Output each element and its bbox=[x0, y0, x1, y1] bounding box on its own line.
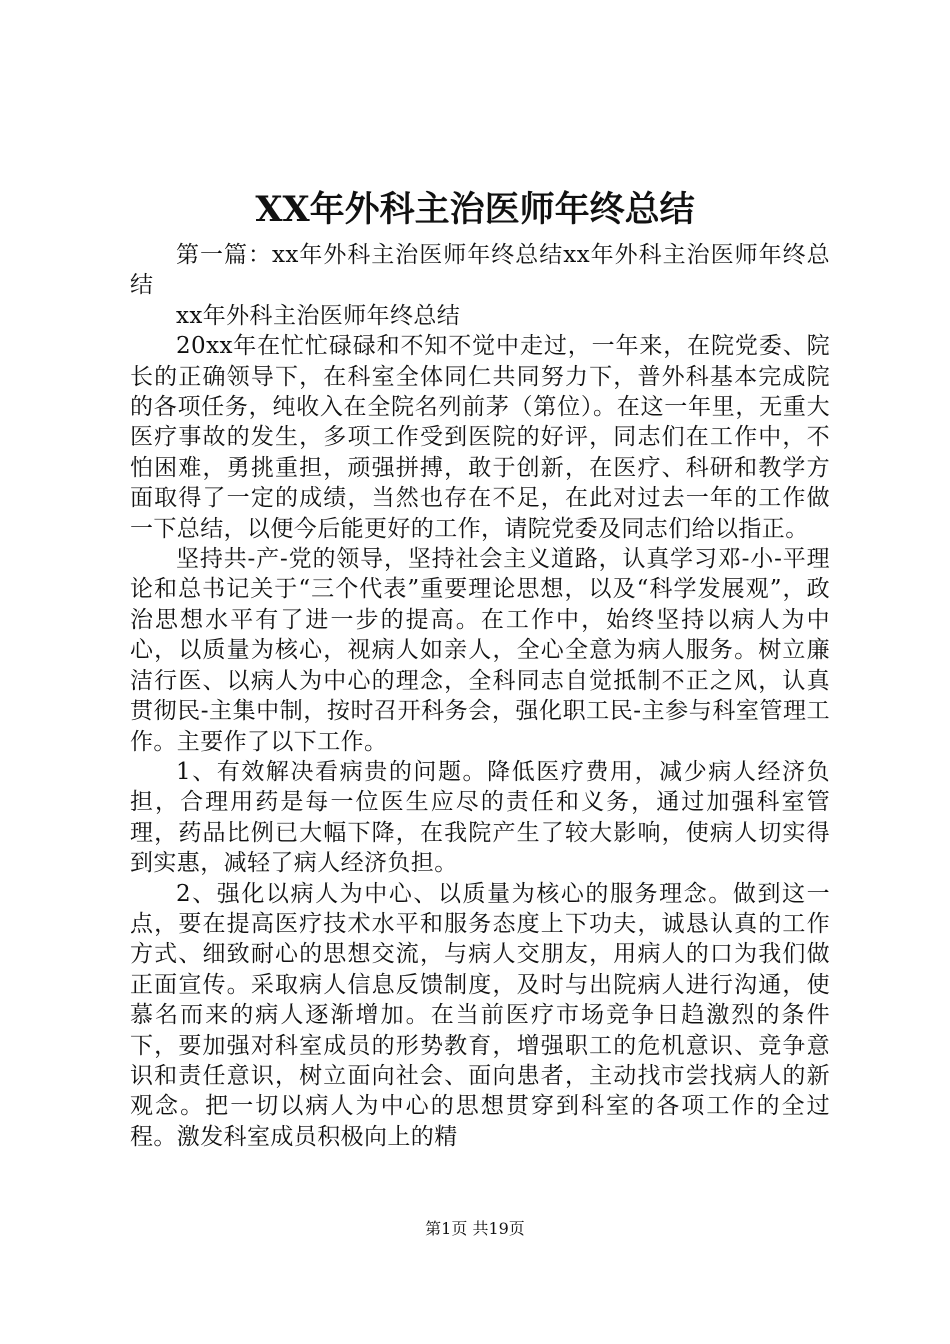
paragraph-item-1: 1、有效解决看病贵的问题。降低医疗费用，减少病人经济负担，合理用药是每一位医生应尽的责任和义务，通过加强科室管理，药品比例已大幅下降，在我院产生了较大影响，使病人切实得到实惠，减轻了病人经济负担。 bbox=[130, 758, 830, 877]
paragraph-principles: 坚持共-产-党的领导，坚持社会主义道路，认真学习邓-小-平理论和总书记关于“三个代表”重要理论思想，以及“科学发展观”，政治思想水平有了进一步的提高。在工作中，始终坚持以病人为中心，以质量为核心，视病人如亲人，全心全意为病人服务。树立廉洁行医、以病人为中心的理念，全科同志自觉抵制不正之风，认真贯彻民-主集中制，按时召开科务会，强化职工民-主参与科室管理工作。主要作了以下工作。 bbox=[130, 546, 830, 755]
paragraph-heading-1: 第一篇：xx年外科主治医师年终总结xx年外科主治医师年终总结 bbox=[130, 242, 830, 299]
paragraph-subtitle: xx年外科主治医师年终总结 bbox=[176, 302, 461, 329]
page-number-footer: 第1页 共19页 bbox=[425, 1219, 525, 1238]
paragraph-intro: 20xx年在忙忙碌碌和不知不觉中走过，一年来，在院党委、院长的正确领导下，在科室全体同仁共同努力下，普外科基本完成院的各项任务，纯收入在全院名列前茅（第位）。在这一年里，无重大医疗事故的发生，多项工作受到医院的好评，同志们在工作中，不怕困难，勇挑重担，顽强拼搏，敢于创新，在医疗、科研和教学方面取得了一定的成绩，当然也存在不足，在此对过去一年的工作做一下总结，以便今后能更好的工作，请院党委及同志们给以指正。 bbox=[130, 333, 830, 542]
document-body bbox=[130, 240, 830, 1152]
paragraph-item-2: 2、强化以病人为中心、以质量为核心的服务理念。做到这一点，要在提高医疗技术水平和服务态度上下功夫，诚恳认真的工作方式、细致耐心的思想交流，与病人交朋友，用病人的口为我们做正面宣传。采取病人信息反馈制度，及时与出院病人进行沟通，使慕名而来的病人逐渐增加。在当前医疗市场竞争日趋激烈的条件下，要加强对科室成员的形势教育，增强职工的危机意识、竞争意识和责任意识，树立面向社会、面向患者，主动找市尝找病人的新观念。把一切以病人为中心的思想贯穿到科室的各项工作的全过程。激发科室成员积极向上的精 bbox=[130, 880, 830, 1150]
document-title: XX年外科主治医师年终总结 bbox=[255, 189, 695, 230]
